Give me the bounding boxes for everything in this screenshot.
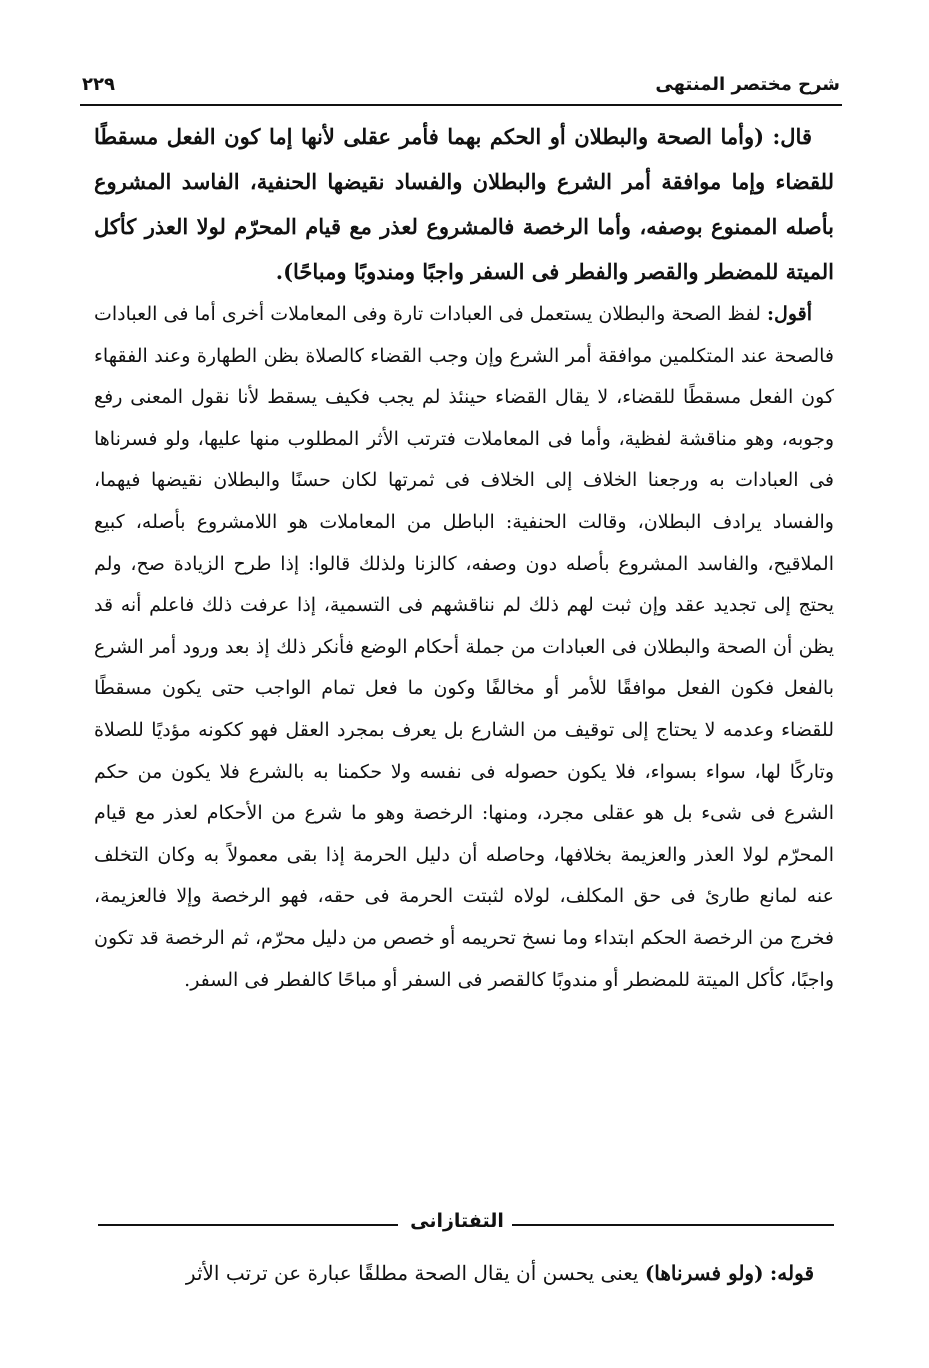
question-body: (وأما الصحة والبطلان أو الحكم بهما فأمر عقلى لأنها إما كون الفعل مسقطًا للقضاء وإما موافقة أمر الشرع والبطلان والفساد نقيضها الحنفية، الفاسد المشروع بأصله الممنوع بوصفه، وأما الرخصة فالمشروع لعذر مع قيام المحرّم لولا العذر كأكل الميتة للمضطر والقصر والفطر فى السفر واجبًا ومندوبًا ومباحًا).: [94, 124, 834, 284]
commentary-body: يعنى يحسن أن يقال الصحة مطلقًا عبارة عن ترتب الأثر: [185, 1261, 639, 1285]
divider-line-right: [512, 1224, 834, 1226]
commentary-lead: قوله:: [769, 1261, 814, 1285]
commentary-section-title: التفتازانى: [410, 1210, 504, 1232]
main-text: [94, 114, 834, 1001]
answer-lead: أقول:: [767, 303, 812, 325]
commentary-text: [94, 1252, 834, 1294]
answer-paragraph: [94, 294, 834, 1001]
page-number: ٢٢٩: [82, 74, 115, 95]
commentary-quote: (ولو فسرناها): [644, 1261, 764, 1285]
header-rule: [80, 104, 842, 106]
answer-body: لفظ الصحة والبطلان يستعمل فى العبادات تارة وفى المعاملات أخرى أما فى العبادات فالصحة عند المتكلمين موافقة أمر الشرع وإن وجب القضاء كالصلاة بظن الطهارة وعند الفقهاء كون الفعل مسقطًا للقضاء، لا يقال القضاء حينئذ لم يجب فكيف يسقط لأنا نقول المعنى رفع وجوبه، وهو مناقشة لفظية، وأما فى المعاملات فترتب الأثر المطلوب منها عليها، ولو فسرناها فى العبادات به ورجعنا الخلاف إلى الخلاف فى ثمرتها لكان حسنًا والبطلان نقيضها فيهما، والفساد يرادف البطلان، وقالت الحنفية: الباطل من المعاملات هو اللامشروع بأصله، كبيع الملاقيح، والفاسد المشروع بأصله دون وصفه، كالزنا ولذلك قالوا: إذا طرح الزيادة صح، ولم يحتج إلى تجديد عقد وإن ثبت لهم ذلك لم نناقشهم فى التسمية، إذا عرفت ذلك فاعلم أنه قد يظن أن الصحة والبطلان فى العبادات من جملة أحكام الوضع فأنكر ذلك إذ بعد ورود أمر الشرع بالفعل فكون الفعل موافقًا للأمر أو مخالفًا وكون ما فعل تمام الواجب حتى يكون مسقطًا للقضاء وعدمه لا يحتاج إلى توقيف من الشارع بل يعرف بمجرد العقل فهو ككونه مؤديًا للصلاة وتاركًا لها، سواء بسواء، فلا يكون حصوله فى نفسه ولا حكمنا به بالشرع فلا يكون من حكم الشرع فى شىء بل هو عقلى مجرد، ومنها: الرخصة وهو ما شرع من الأحكام لعذر مع قيام المحرّم لولا العذر والعزيمة بخلافها، وحاصله أن دليل الحرمة إذا بقى معمولاً به وكان التخلف عنه لمانع طارئ فى حق المكلف، لولاه لثبتت الحرمة فى حقه، فهو الرخصة وإلا فالعزيمة، فخرج من الرخصة الحكم ابتداء وما نسخ تحريمه أو خصص من دليل محرّم، ثم الرخصة قد تكون واجبًا، كأكل الميتة للمضطر أو مندوبًا كالقصر فى السفر أو مباحًا كالفطر فى السفر.: [94, 303, 834, 991]
running-title: شرح مختصر المنتهى: [655, 74, 840, 95]
question-lead: قال:: [772, 124, 812, 149]
question-paragraph: [94, 114, 834, 294]
commentary-divider: [98, 1210, 834, 1240]
divider-line-left: [98, 1224, 398, 1226]
page-header: [80, 70, 840, 104]
